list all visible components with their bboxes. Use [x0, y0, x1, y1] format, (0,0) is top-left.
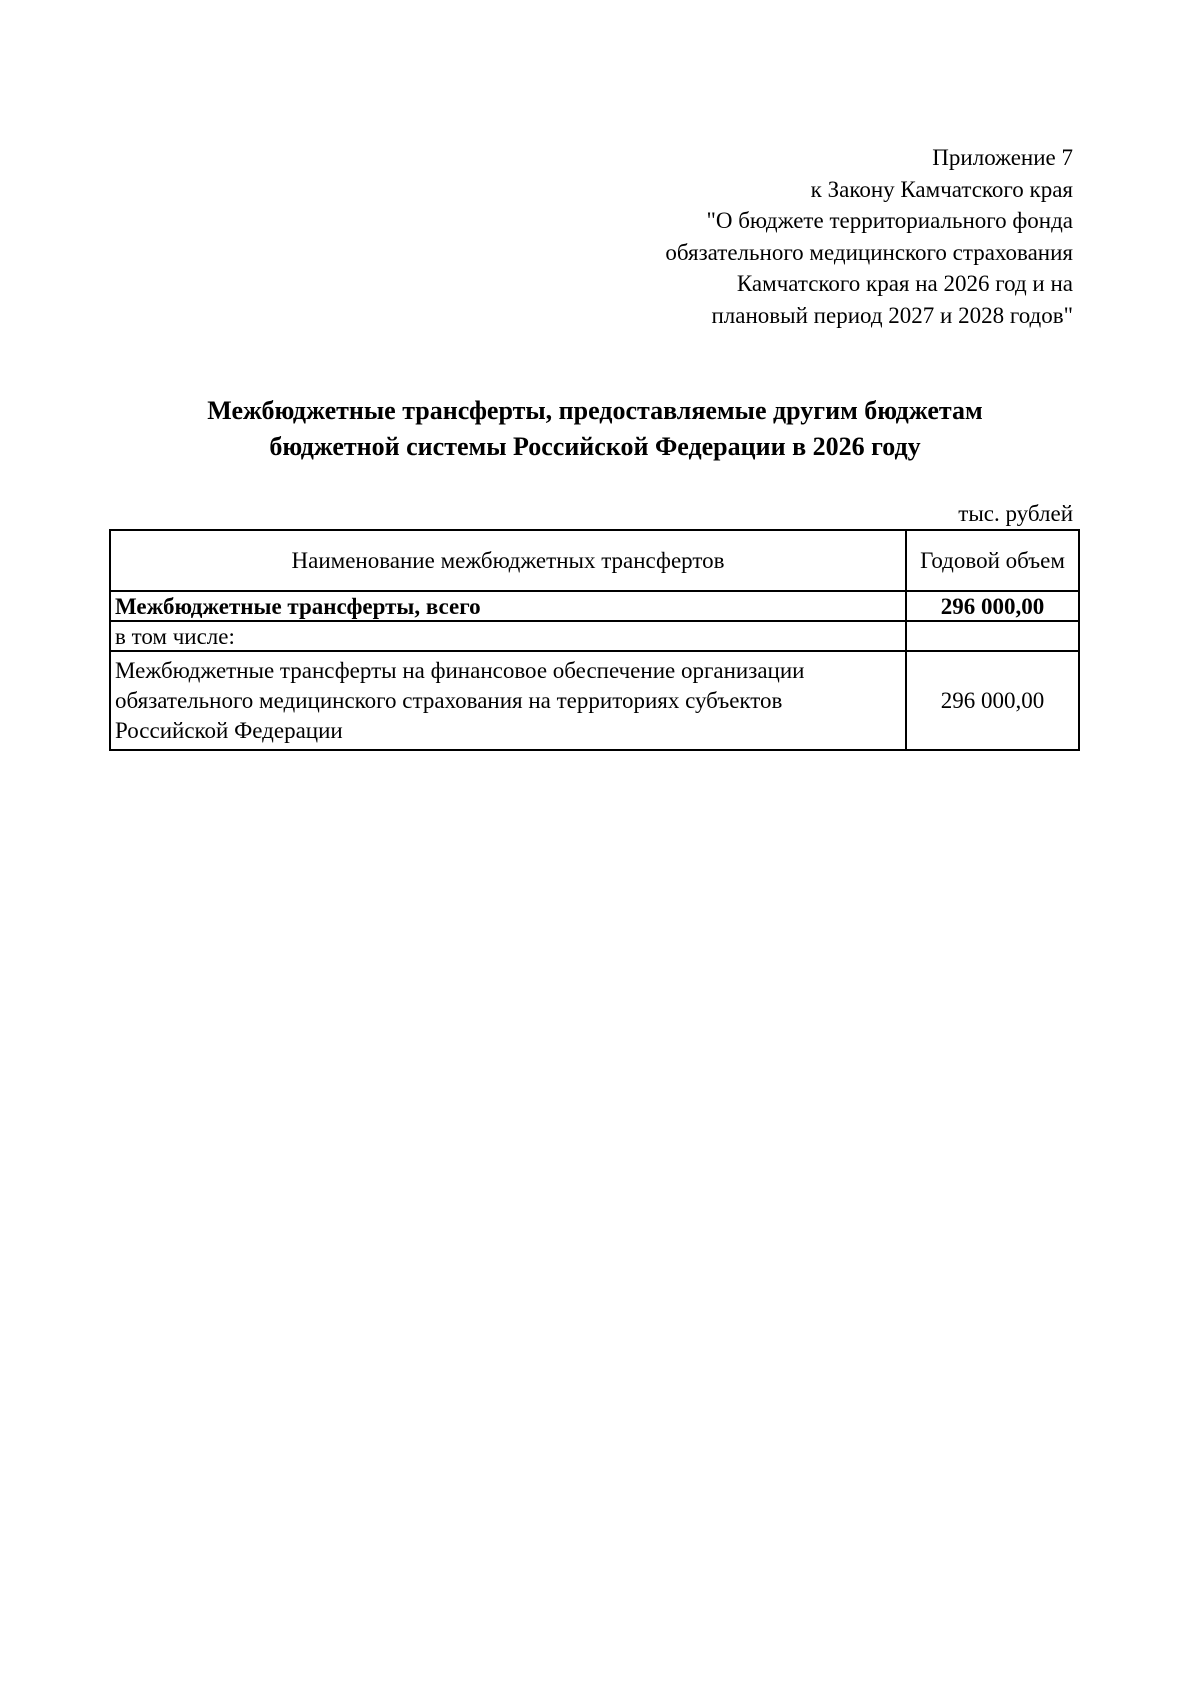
table-row-item: [110, 651, 1079, 750]
header-annual-volume: Годовой объем: [906, 530, 1079, 591]
annex-line: "О бюджете территориального фонда: [706, 208, 1073, 233]
header-name: Наименование межбюджетных трансфертов: [110, 530, 906, 591]
units-label: тыс. рублей: [958, 501, 1073, 526]
annex-line: плановый период 2027 и 2028 годов": [711, 302, 1073, 328]
document-title-line-2: бюджетной системы Российской Федерации в 2026 году: [269, 432, 921, 461]
annex-line: к Закону Камчатского края: [810, 176, 1073, 202]
annex-header: [513, 142, 1073, 331]
transfers-table: [109, 529, 1080, 751]
table-row-total: [110, 591, 1079, 621]
row-value: 296 000,00: [906, 591, 1079, 621]
table-header-row: [110, 530, 1079, 591]
annex-line: Камчатского края на 2026 год и на: [736, 271, 1073, 296]
document-title: [110, 393, 1080, 465]
row-name: Межбюджетные трансферты на финансовое обеспечение организации обязательного медицинского страхования на территориях субъектов Российской Федерации: [110, 651, 906, 750]
document-title-line-1: Межбюджетные трансферты, предоставляемые другим бюджетам: [207, 396, 983, 425]
annex-line: обязательного медицинского страхования: [665, 239, 1073, 265]
annex-line: Приложение 7: [932, 145, 1073, 170]
row-value: [906, 621, 1079, 651]
row-name: Межбюджетные трансферты, всего: [110, 591, 906, 621]
table-row-including: [110, 621, 1079, 651]
row-name: в том числе:: [110, 621, 906, 651]
row-value: 296 000,00: [906, 651, 1079, 750]
